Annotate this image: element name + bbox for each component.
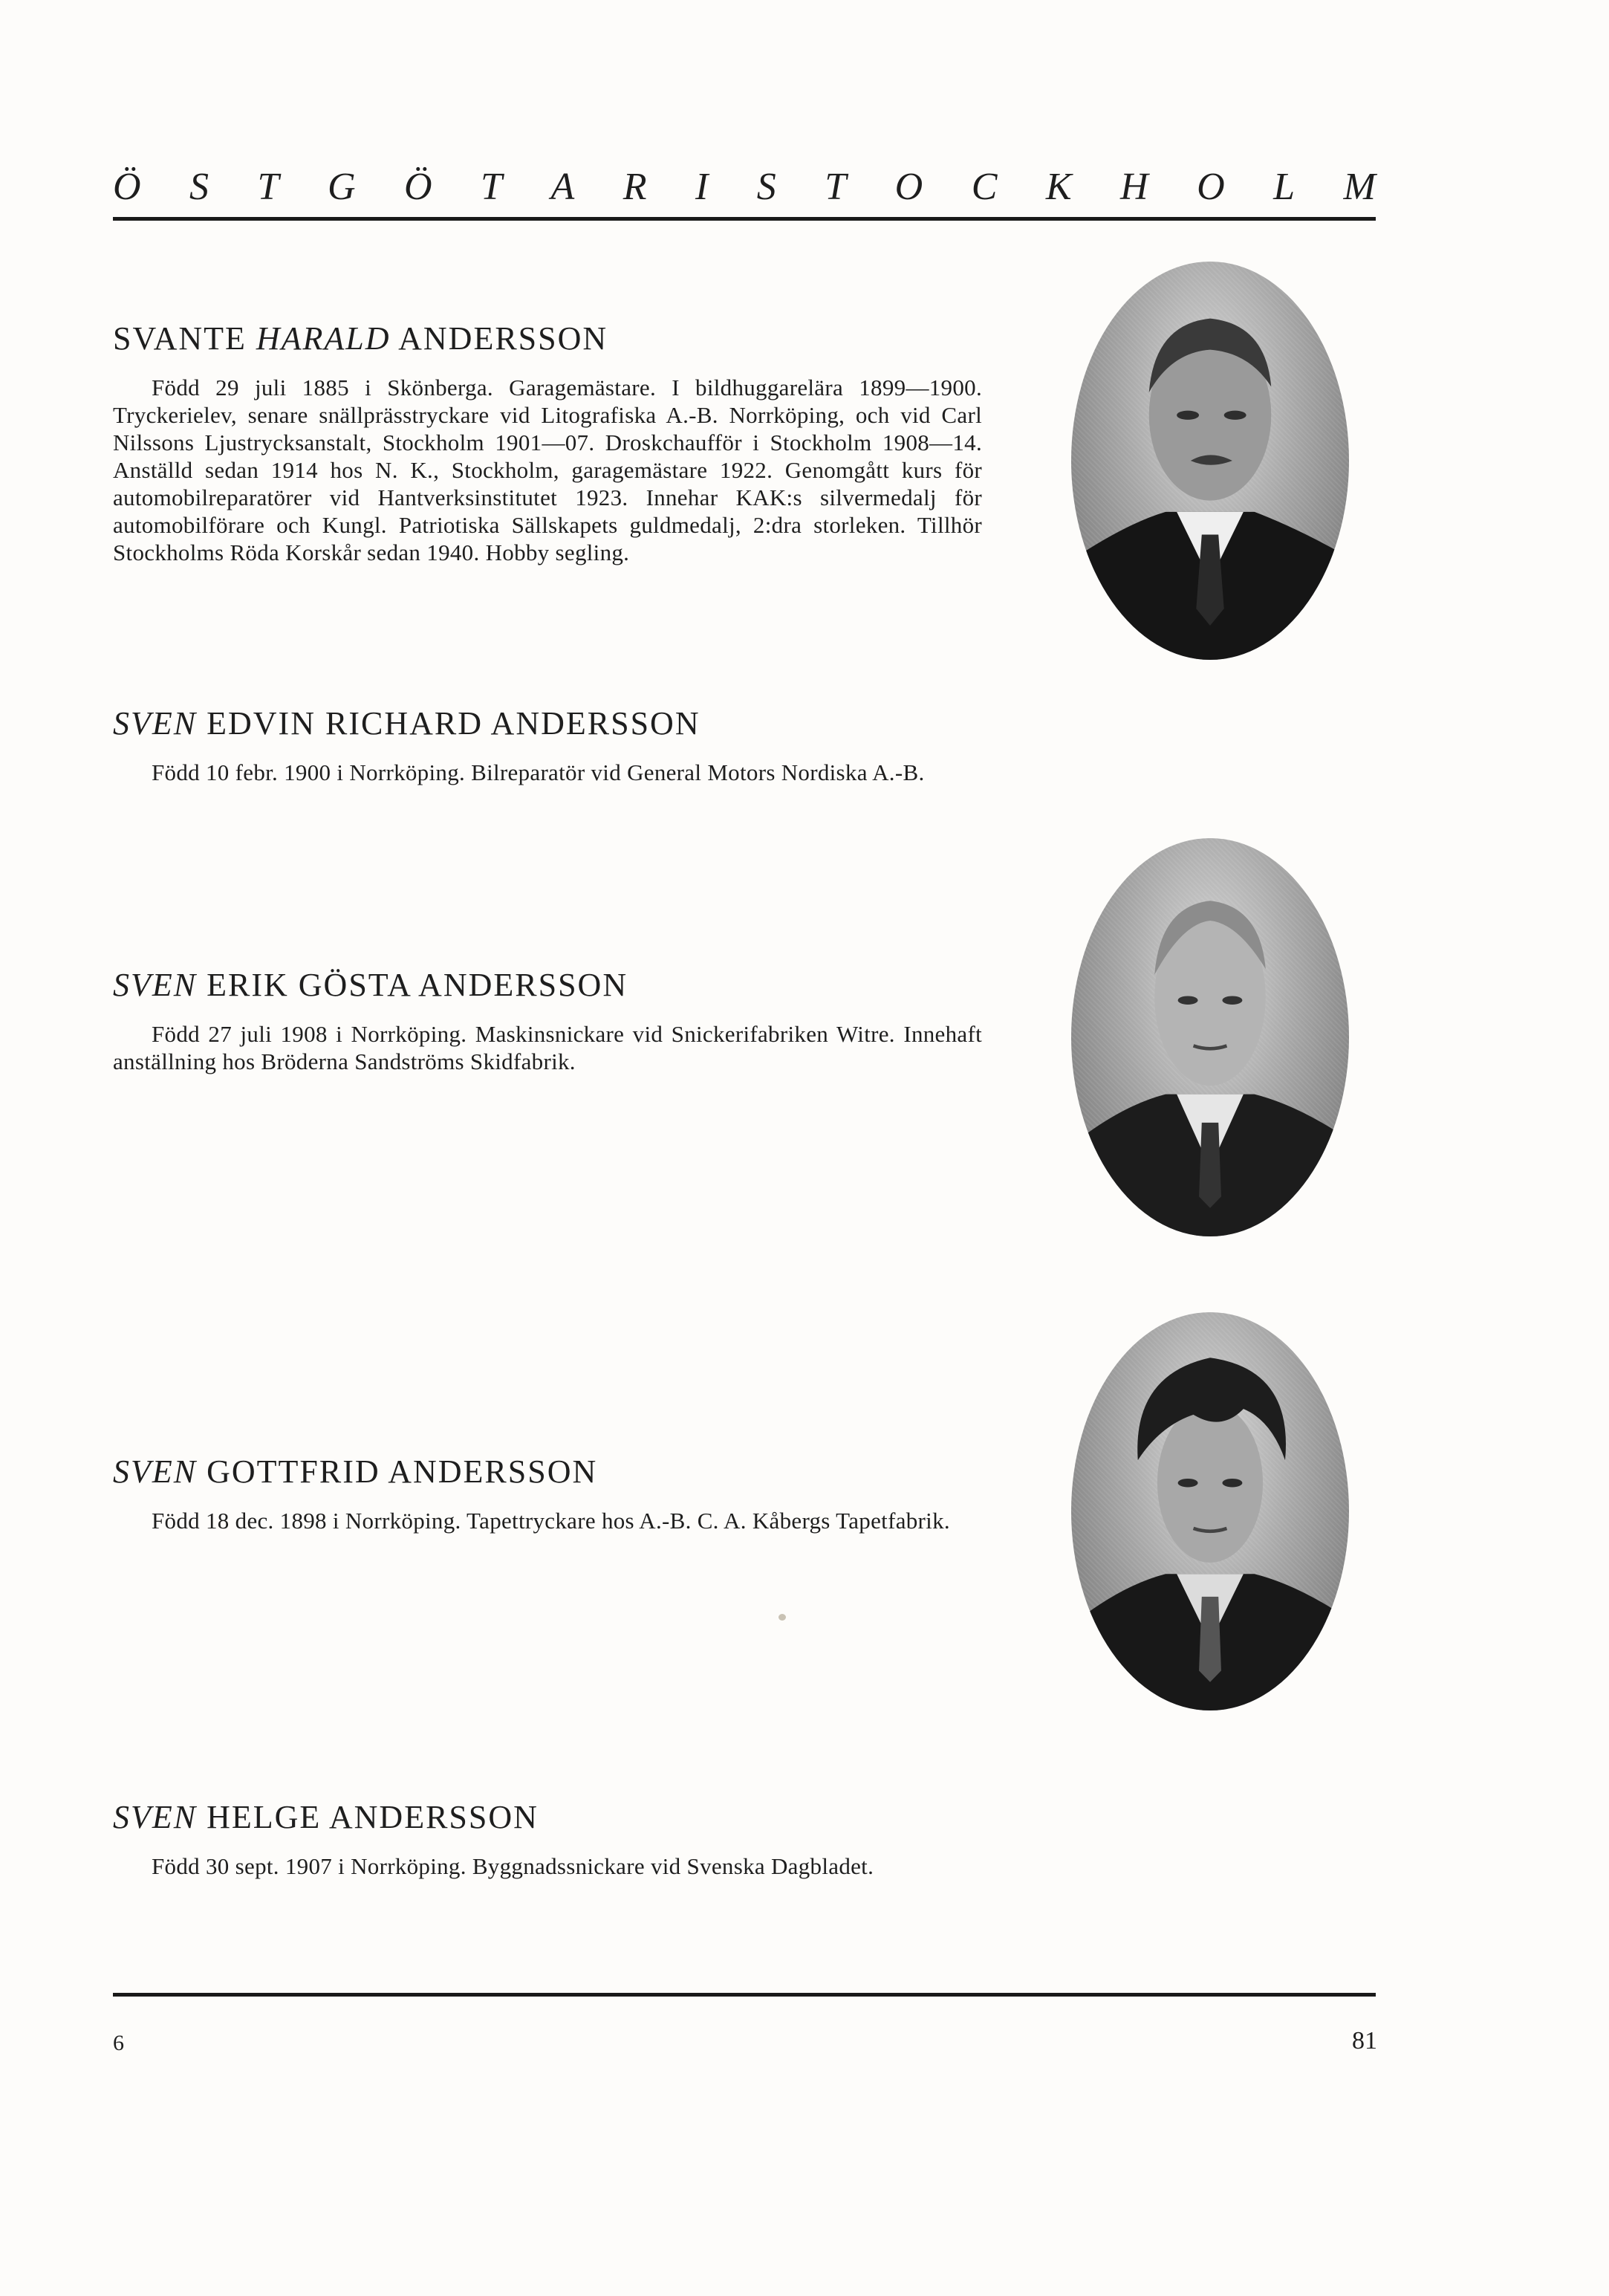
entry-name	[113, 704, 982, 742]
name-italic-part: SVEN	[113, 1799, 198, 1835]
signature-mark: 6	[113, 2031, 124, 2055]
running-header-letters	[113, 165, 1376, 209]
entry-text: Född 10 febr. 1900 i Norrköping. Bilreparatör vid General Motors Nordiska A.-B.	[152, 759, 925, 785]
portrait-illustration	[1071, 1312, 1349, 1710]
footer-rule	[113, 1993, 1376, 1997]
header-letter: G	[327, 166, 356, 208]
header-letter: T	[481, 166, 502, 208]
header-letter: A	[550, 166, 575, 208]
name-italic-part: SVEN	[113, 967, 198, 1003]
name-italic-part: SVEN	[113, 1453, 198, 1490]
biography-entry	[113, 320, 982, 566]
header-letter: H	[1120, 166, 1148, 208]
biography-entry	[113, 1453, 982, 1534]
header-letter: R	[623, 166, 647, 208]
header-letter: Ö	[403, 166, 432, 208]
header-letter: Ö	[113, 166, 141, 208]
biography-entry	[113, 1798, 982, 1880]
entry-name	[113, 1798, 982, 1836]
portrait-illustration	[1071, 262, 1349, 660]
name-part: ANDERSSON	[390, 320, 608, 357]
name-italic-part: HARALD	[256, 320, 391, 357]
biography-entry	[113, 704, 982, 786]
name-part: EDVIN RICHARD ANDERSSON	[197, 705, 701, 742]
portrait-illustration	[1071, 838, 1349, 1236]
header-rule	[113, 217, 1376, 221]
header-letter: O	[894, 166, 923, 208]
header-letter: I	[695, 166, 709, 208]
header-letter: L	[1273, 166, 1296, 208]
name-part: GOTTFRID ANDERSSON	[197, 1453, 598, 1490]
header-letter: T	[257, 166, 279, 208]
biography-entry	[113, 966, 982, 1075]
entry-text: Född 18 dec. 1898 i Norrköping. Tapettryckare hos A.-B. C. A. Kåbergs Tapetfabrik.	[152, 1508, 950, 1534]
page-number: 81	[1352, 2027, 1377, 2055]
portrait-photo	[1071, 1312, 1349, 1710]
header-letter: M	[1343, 166, 1376, 208]
entry-text: Född 30 sept. 1907 i Norrköping. Byggnadssnickare vid Svenska Dagbladet.	[152, 1853, 874, 1879]
portrait-photo	[1071, 838, 1349, 1236]
header-letter: S	[756, 166, 776, 208]
name-part: ERIK GÖSTA ANDERSSON	[197, 967, 628, 1003]
entry-name	[113, 320, 982, 357]
name-italic-part: SVEN	[113, 705, 198, 742]
entry-text: Född 27 juli 1908 i Norrköping. Maskinsnickare vid Snickerifabriken Witre. Innehaft anställning hos Bröderna Sandströms Skidfabrik.	[113, 1021, 982, 1074]
entry-text: Född 29 juli 1885 i Skönberga. Garagemästare. I bildhuggarelära 1899—1900. Tryckerielev, senare snällprässtryckare vid Litografiska A.-B. Norrköping, och vid Carl Nilssons Ljustrycksanstalt, Stockholm 1901—07. Droskchaufför i Stockholm 1908—14. Anställd sedan 1914 hos N. K., Stockholm, garagemästare 1922. Genomgått kurs för automobilreparatörer vid Hantverksinstitutet 1923. Innehar KAK:s silvermedalj för automobilförare och Kungl. Patriotiska Sällskapets guldmedalj, 2:dra storleken. Tillhör Stockholms Röda Korskår sedan 1940. Hobby segling.	[113, 374, 982, 565]
running-header	[113, 165, 1376, 209]
header-letter: C	[971, 166, 998, 208]
portrait-photo	[1071, 262, 1349, 660]
header-letter: S	[189, 166, 209, 208]
header-letter: K	[1045, 166, 1072, 208]
name-part: HELGE ANDERSSON	[197, 1799, 539, 1835]
entry-name	[113, 1453, 982, 1491]
name-part: SVANTE	[113, 320, 256, 357]
entry-name	[113, 966, 982, 1004]
paper-speck	[779, 1614, 786, 1621]
header-letter: O	[1197, 166, 1225, 208]
header-letter: T	[825, 166, 847, 208]
